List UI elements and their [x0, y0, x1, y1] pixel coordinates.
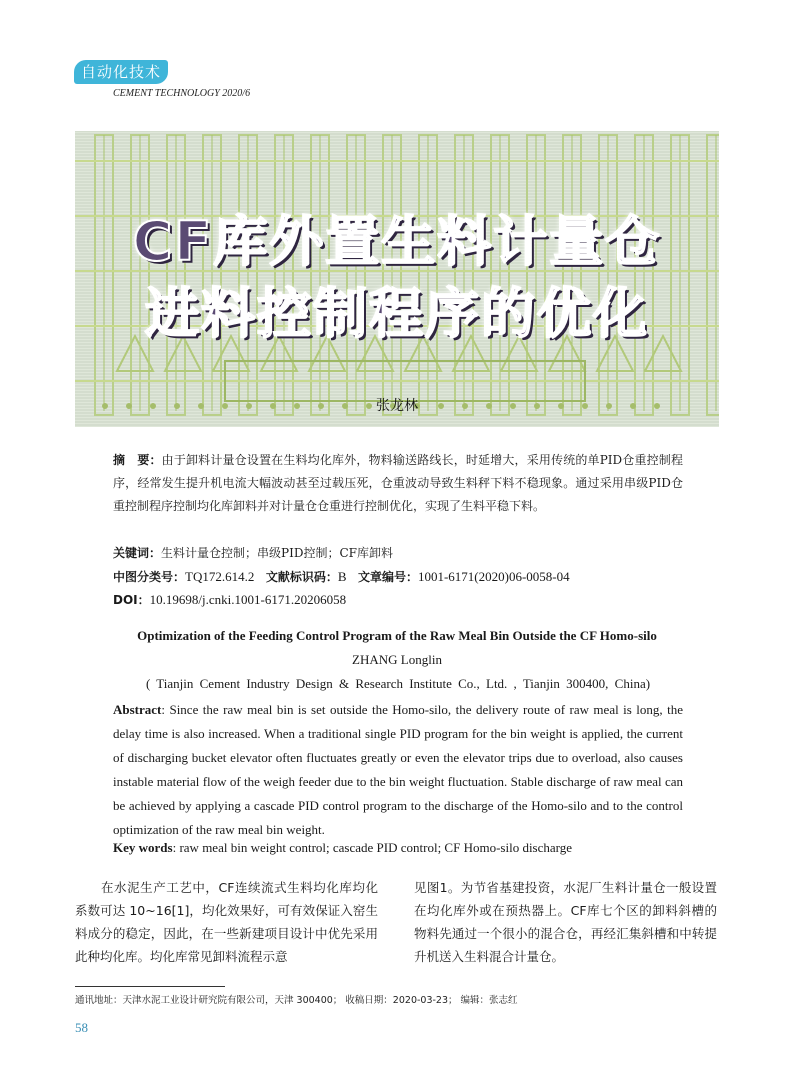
article-no-value: 1001-6171(2020)06-0058-04 — [417, 569, 570, 584]
english-title: Optimization of the Feeding Control Program of the Raw Meal Bin Outside the CF Homo-silo — [137, 628, 657, 643]
footnote: 通讯地址：天津水泥工业设计研究院有限公司，天津 300400； 收稿日期：2020-03-23； 编辑：张志红 — [75, 995, 518, 1006]
english-affiliation: ( Tianjin Cement Industry Design & Research Institute Co., Ltd. , Tianjin 300400, China) — [145, 676, 651, 691]
article-title-line-2: 进料控制程序的优化 — [145, 282, 649, 345]
english-abstract-label: Abstract — [113, 702, 162, 717]
class-value: TQ172.614.2 — [185, 569, 255, 584]
english-abstract — [113, 698, 683, 842]
footnote-divider — [75, 986, 225, 987]
abstract-text: 由于卸料计量仓设置在生料均化库外，物料输送路线长，时延增大，采用传统的单PID仓重控制程序，经常发生提升机电流大幅波动甚至过载压死，仓重波动导致生料秤下料不稳现象。通过采用串级PID仓重控制程序控制均化库卸料并对计量仓仓重进行控制优化，实现了生料平稳下料。 — [113, 453, 683, 513]
english-author: ZHANG Longlin — [352, 652, 442, 667]
title-banner — [75, 131, 719, 427]
class-label: 中图分类号： — [113, 570, 186, 584]
body-right-column: 见图1。为节省基建投资，水泥厂生料计量仓一般设置在均化库外或在预热器上。CF库七个区的卸料斜槽的物料先通过一个很小的混合仓，再经汇集斜槽和中转提升机送入生料混合计量仓。 — [414, 880, 717, 964]
chinese-keywords — [113, 542, 683, 565]
journal-line: CEMENT TECHNOLOGY 2020/6 — [113, 88, 251, 99]
section-tag: 自动化技术 — [74, 60, 168, 84]
page-number: 58 — [75, 1020, 88, 1035]
english-keywords — [113, 838, 683, 858]
english-abstract-text: : Since the raw meal bin is set outside the Homo-silo, the delivery route of raw meal is long, the delay time is also increased. When a traditional single PID program for the bin weight is applied, the current of discharging bucket elevator often fluctuates greatly or even the elevator trips due to overload, also causes instable material flow of the weigh feeder due to the bin weight fluctuation. Stable discharge of raw meal can be achieved by applying a cascade PID control program to the discharge of the Homo-silo and to the control optimization of the raw meal bin weight. — [113, 702, 683, 837]
doi-value: 10.19698/j.cnki.1001-6171.20206058 — [149, 592, 347, 607]
article-no-label: 文章编号： — [357, 570, 418, 584]
doc-code-value: B — [337, 569, 347, 584]
keywords-text: 生料计量仓控制；串级PID控制；CF库卸料 — [161, 546, 393, 560]
article-title-line-1: CF库外置生料计量仓 — [132, 210, 662, 273]
body-left-column: 在水泥生产工艺中，CF连续流式生料均化库均化系数可达 10~16[1]，均化效果好，可有效保证入窑生料成分的稳定，因此，在一些新建项目设计中优先采用此种均化库。均化库常见卸料流程示意 — [75, 880, 378, 964]
author-name: 张龙林 — [376, 398, 418, 414]
english-keywords-label: Key words — [113, 840, 173, 855]
abstract-label: 摘 要： — [113, 453, 162, 467]
doi-line — [113, 588, 683, 612]
classification-line — [113, 565, 683, 589]
doi-label: DOI： — [113, 593, 150, 607]
doc-code-label: 文献标识码： — [265, 570, 338, 584]
english-keywords-text: : raw meal bin weight control; cascade PID control; CF Homo-silo discharge — [172, 840, 573, 855]
chinese-abstract — [113, 449, 683, 518]
keywords-label: 关键词： — [113, 546, 162, 560]
